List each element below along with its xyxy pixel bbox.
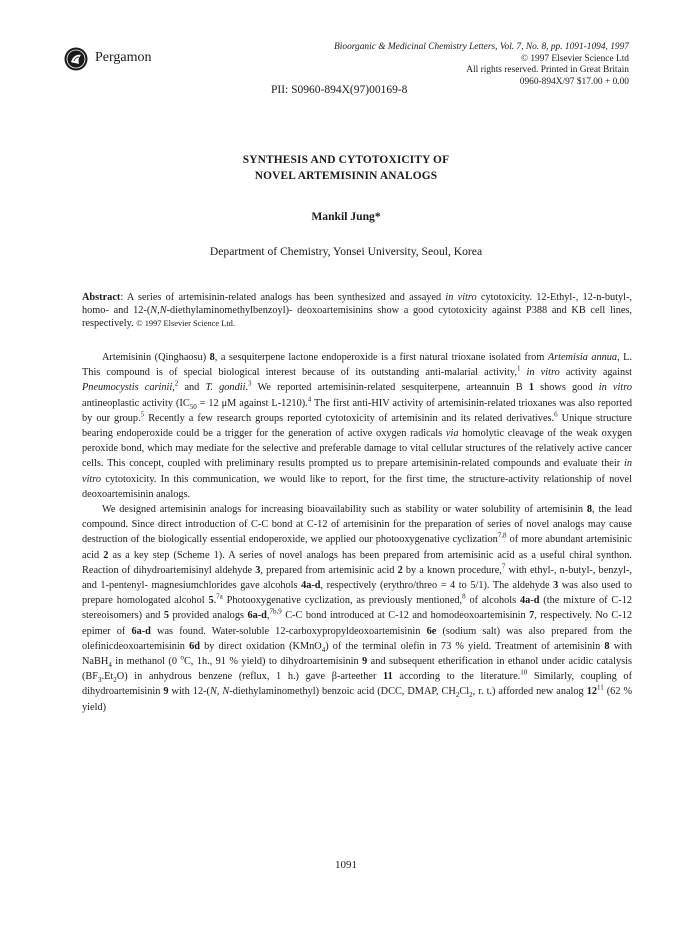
text-run: Cl bbox=[459, 686, 470, 698]
paragraph-1 bbox=[82, 350, 632, 502]
text-run: (the mixture of C-12 stereoisomers) and bbox=[82, 595, 632, 622]
text-run: of alcohols bbox=[465, 595, 521, 607]
paragraph-2 bbox=[82, 502, 632, 715]
text-run: 7 bbox=[529, 610, 535, 622]
text-run: in methanol (0 bbox=[111, 656, 181, 668]
publisher-name: Pergamon bbox=[95, 50, 152, 65]
page-number: 1091 bbox=[335, 859, 357, 871]
text-run: , respectively (erythro/threo = 4 to 5/1). The aldehyde bbox=[320, 580, 554, 592]
text-run: -diethylaminomethyl) benzoic acid (DCC, DMAP, CH bbox=[229, 686, 456, 698]
author: Mankil Jung* bbox=[311, 210, 381, 223]
text-run: , bbox=[172, 382, 175, 394]
text-run: 11 bbox=[597, 684, 604, 693]
text-run: 1 bbox=[516, 364, 521, 373]
text-run: 9 bbox=[362, 656, 368, 668]
text-run: 9 bbox=[163, 686, 169, 698]
text-run: 3 bbox=[553, 580, 559, 592]
text-run: 50 bbox=[189, 402, 197, 411]
text-run: 7a bbox=[216, 592, 223, 601]
text-run: 6a-d bbox=[247, 610, 267, 622]
text-run: 5 bbox=[163, 610, 169, 622]
text-run: 7,8 bbox=[497, 532, 507, 541]
text-run: 3 bbox=[248, 379, 252, 388]
text-run: 2 bbox=[174, 379, 179, 388]
text-run: 4a-d bbox=[520, 595, 540, 607]
text-run: o bbox=[180, 653, 184, 662]
text-run: 10 bbox=[520, 668, 528, 677]
text-run: Pneumocystis carinii bbox=[82, 382, 173, 394]
text-run: , the lead compound. Since direct introduction of C-C bond at C-12 of artemisinin for the preparation of series of novel analogs may cause destruction of the biologically essential endoperoxide, we applied our photooxygenative cyclization bbox=[82, 504, 632, 546]
text-run: antineoplastic activity (IC bbox=[82, 397, 190, 409]
text-run: , bbox=[266, 610, 270, 622]
text-run: Unique structure bearing endoperoxide could be a trigger for the generation of active oxygen radicals bbox=[82, 412, 632, 440]
text-run: We reported artemisinin-related sesquiterpene, arteannuin B bbox=[251, 382, 529, 394]
journal-citation: Bioorganic & Medicinal Chemistry Letters, Vol. 7, No. 8, pp. 1091-1094, 1997 bbox=[334, 42, 629, 52]
text-run: Artemisia annua bbox=[547, 352, 618, 363]
text-run: and subsequent etherification in ethanol under acidic catalysis (BF bbox=[82, 656, 632, 683]
text-run: with ethyl-, n-butyl-, benzyl-, and 1-pentenyl- magnesiumchlorides gave alcohols bbox=[82, 564, 633, 592]
text-run: with NaBH bbox=[82, 640, 632, 668]
text-run: was also used to prepare homologated alcohol bbox=[82, 580, 633, 607]
pii: PII: S0960-894X(97)00169-8 bbox=[271, 84, 408, 96]
text-run: , a sesquiterpene lactone endoperoxide is a first natural trioxane isolated from bbox=[214, 352, 548, 363]
text-run: Artemisinin (Qinghaosu) bbox=[102, 352, 210, 363]
text-run: . bbox=[245, 382, 249, 394]
text-run: = 12 μM against L-1210). bbox=[196, 397, 308, 409]
text-run: , respectively. No C-12 epimer of bbox=[82, 610, 633, 637]
journal-info bbox=[299, 42, 629, 88]
text-run: 4 bbox=[307, 395, 312, 404]
text-run: O) in anhydrous benzene (reflux, 1 h.) gave β-arteether bbox=[116, 671, 384, 683]
text-run: 4 bbox=[321, 645, 326, 654]
text-run: as a key step (Scheme 1). A series of novel analogs has been prepared from artemisinic acid as a useful chiral synthon. Reaction of dihydroartemisinyl aldehyde bbox=[82, 549, 632, 576]
text-run: ) of the terminal olefin in 73 % yield. Treatment of artemisinin bbox=[325, 640, 605, 652]
text-run: homolytic cleavage of the weak oxygen peroxide bond, which may mediate for the selective and preferable damage to vital cellular structures of the relatively active cancer cells. This concept, coupled with preliminary results prompted us to prepare artemisinin-related compounds and evaluate their bbox=[82, 428, 632, 470]
abstract-text: in vitro bbox=[445, 292, 477, 303]
text-run: , L. This compound is of special biological interest because of its outstanding anti-malarial activity, bbox=[82, 352, 632, 379]
text-run: 2 bbox=[397, 564, 403, 576]
affiliation: Department of Chemistry, Yonsei University, Seoul, Korea bbox=[209, 245, 483, 258]
text-run: 8 bbox=[462, 592, 466, 601]
text-run: 7b,9 bbox=[269, 608, 282, 617]
text-run: was found. Water-soluble 12-carboxypropyldeoxoartemisinin bbox=[150, 625, 427, 637]
text-run: 6a-d bbox=[131, 625, 151, 637]
text-run: 2 bbox=[455, 691, 460, 700]
text-run: 2 bbox=[103, 549, 109, 561]
text-run: 2 bbox=[113, 676, 117, 685]
text-run: Photooxygenative cyclization, as previously mentioned, bbox=[222, 595, 463, 607]
text-run: 2 bbox=[469, 691, 473, 700]
text-run: 8 bbox=[586, 504, 593, 516]
abstract-text: cytotoxicity. 12-Ethyl-, 12-n-butyl-, homo- and 12-( bbox=[82, 292, 633, 316]
text-run: by a known procedure, bbox=[402, 564, 502, 576]
text-run: Similarly, coupling of dihydroartemisinin bbox=[82, 671, 632, 698]
pergamon-logo-icon bbox=[64, 47, 88, 71]
text-run: .Et bbox=[101, 671, 114, 683]
text-run: , r. t.) afforded new analog bbox=[472, 686, 587, 698]
text-run: in vitro bbox=[598, 382, 632, 394]
abstract bbox=[82, 292, 632, 330]
text-run: 11 bbox=[383, 671, 393, 683]
text-run: 12 bbox=[586, 686, 597, 698]
issn-line: 0960-894X/97 $17.00 + 0.00 bbox=[519, 76, 629, 87]
text-run: N, N bbox=[209, 686, 230, 698]
text-run: The first anti-HIV activity of artemisinin-related trioxanes was also reported by our group. bbox=[82, 397, 632, 424]
abstract-label: Abstract bbox=[82, 292, 121, 303]
text-run: in vitro bbox=[526, 367, 560, 379]
text-run: 6d bbox=[189, 640, 200, 652]
abstract-text: -diethylaminomethylbenzoyl)- deoxoartemisinins show a good cytotoxicity against P388 and KB cell lines, respectively. bbox=[82, 304, 632, 329]
text-run: activity against bbox=[559, 367, 632, 379]
text-run: cytotoxicity. In this communication, we would like to report, for the first time, the structure-activity relationship of novel deoxoartemisinin analogs. bbox=[82, 473, 632, 500]
text-run: 3 bbox=[98, 676, 102, 685]
text-run: 6e bbox=[426, 625, 437, 637]
text-run: provided analogs bbox=[169, 610, 248, 622]
text-run: in vitro bbox=[82, 458, 632, 485]
text-run: of more abundant artemisinic acid bbox=[82, 534, 632, 561]
abstract-text: : A series of artemisinin-related analogs has been synthesized and assayed bbox=[120, 292, 446, 303]
text-run: (62 % yield) bbox=[82, 686, 633, 713]
text-run: shows good bbox=[533, 382, 599, 394]
text-run: 1 bbox=[528, 382, 534, 394]
text-run: by direct oxidation (KMnO bbox=[199, 640, 322, 652]
text-run: (sodium salt) was also prepared from the olefinicdeoxoartemisinin bbox=[82, 625, 632, 652]
paper-title-line-2: NOVEL ARTEMISININ ANALOGS bbox=[254, 170, 438, 182]
text-run: 4 bbox=[108, 661, 112, 670]
abstract-copyright: © 1997 Elsevier Science Ltd. bbox=[136, 318, 235, 328]
text-run: 8 bbox=[604, 640, 610, 652]
text-run: via bbox=[445, 428, 459, 440]
text-run: 5 bbox=[208, 595, 214, 607]
text-run: We designed artemisinin analogs for increasing bioavailability such as stability or water solubility of artemisinin bbox=[102, 504, 587, 516]
paper-title-line-1: SYNTHESIS AND CYTOTOXICITY OF bbox=[242, 154, 450, 166]
text-run: 6 bbox=[554, 410, 558, 419]
text-run: 5 bbox=[140, 410, 145, 419]
copyright-line: © 1997 Elsevier Science Ltd bbox=[520, 53, 629, 64]
text-run: with 12-( bbox=[168, 686, 210, 698]
text-run: 4a-d bbox=[301, 580, 321, 592]
text-run: . bbox=[213, 595, 217, 607]
text-run: C-C bond introduced at C-12 and homodeoxoartemisinin bbox=[281, 610, 530, 622]
text-run: 7 bbox=[501, 562, 506, 571]
text-run: 3 bbox=[255, 564, 261, 576]
text-run: C, 1h., 91 % yield) to dihydroartemisinin bbox=[183, 656, 363, 668]
text-run: , prepared from artemisinic acid bbox=[260, 564, 398, 576]
text-run: 8 bbox=[209, 352, 215, 363]
body-text bbox=[82, 350, 632, 715]
text-run: Recently a few research groups reported cytotoxicity of artemisinin and its related derivatives. bbox=[144, 412, 555, 424]
text-run: T. gondii bbox=[205, 382, 246, 394]
text-run: and bbox=[178, 382, 206, 394]
text-run: according to the literature. bbox=[392, 671, 521, 683]
abstract-text: N,N bbox=[150, 304, 167, 316]
rights-line: All rights reserved. Printed in Great Britain bbox=[466, 65, 629, 76]
